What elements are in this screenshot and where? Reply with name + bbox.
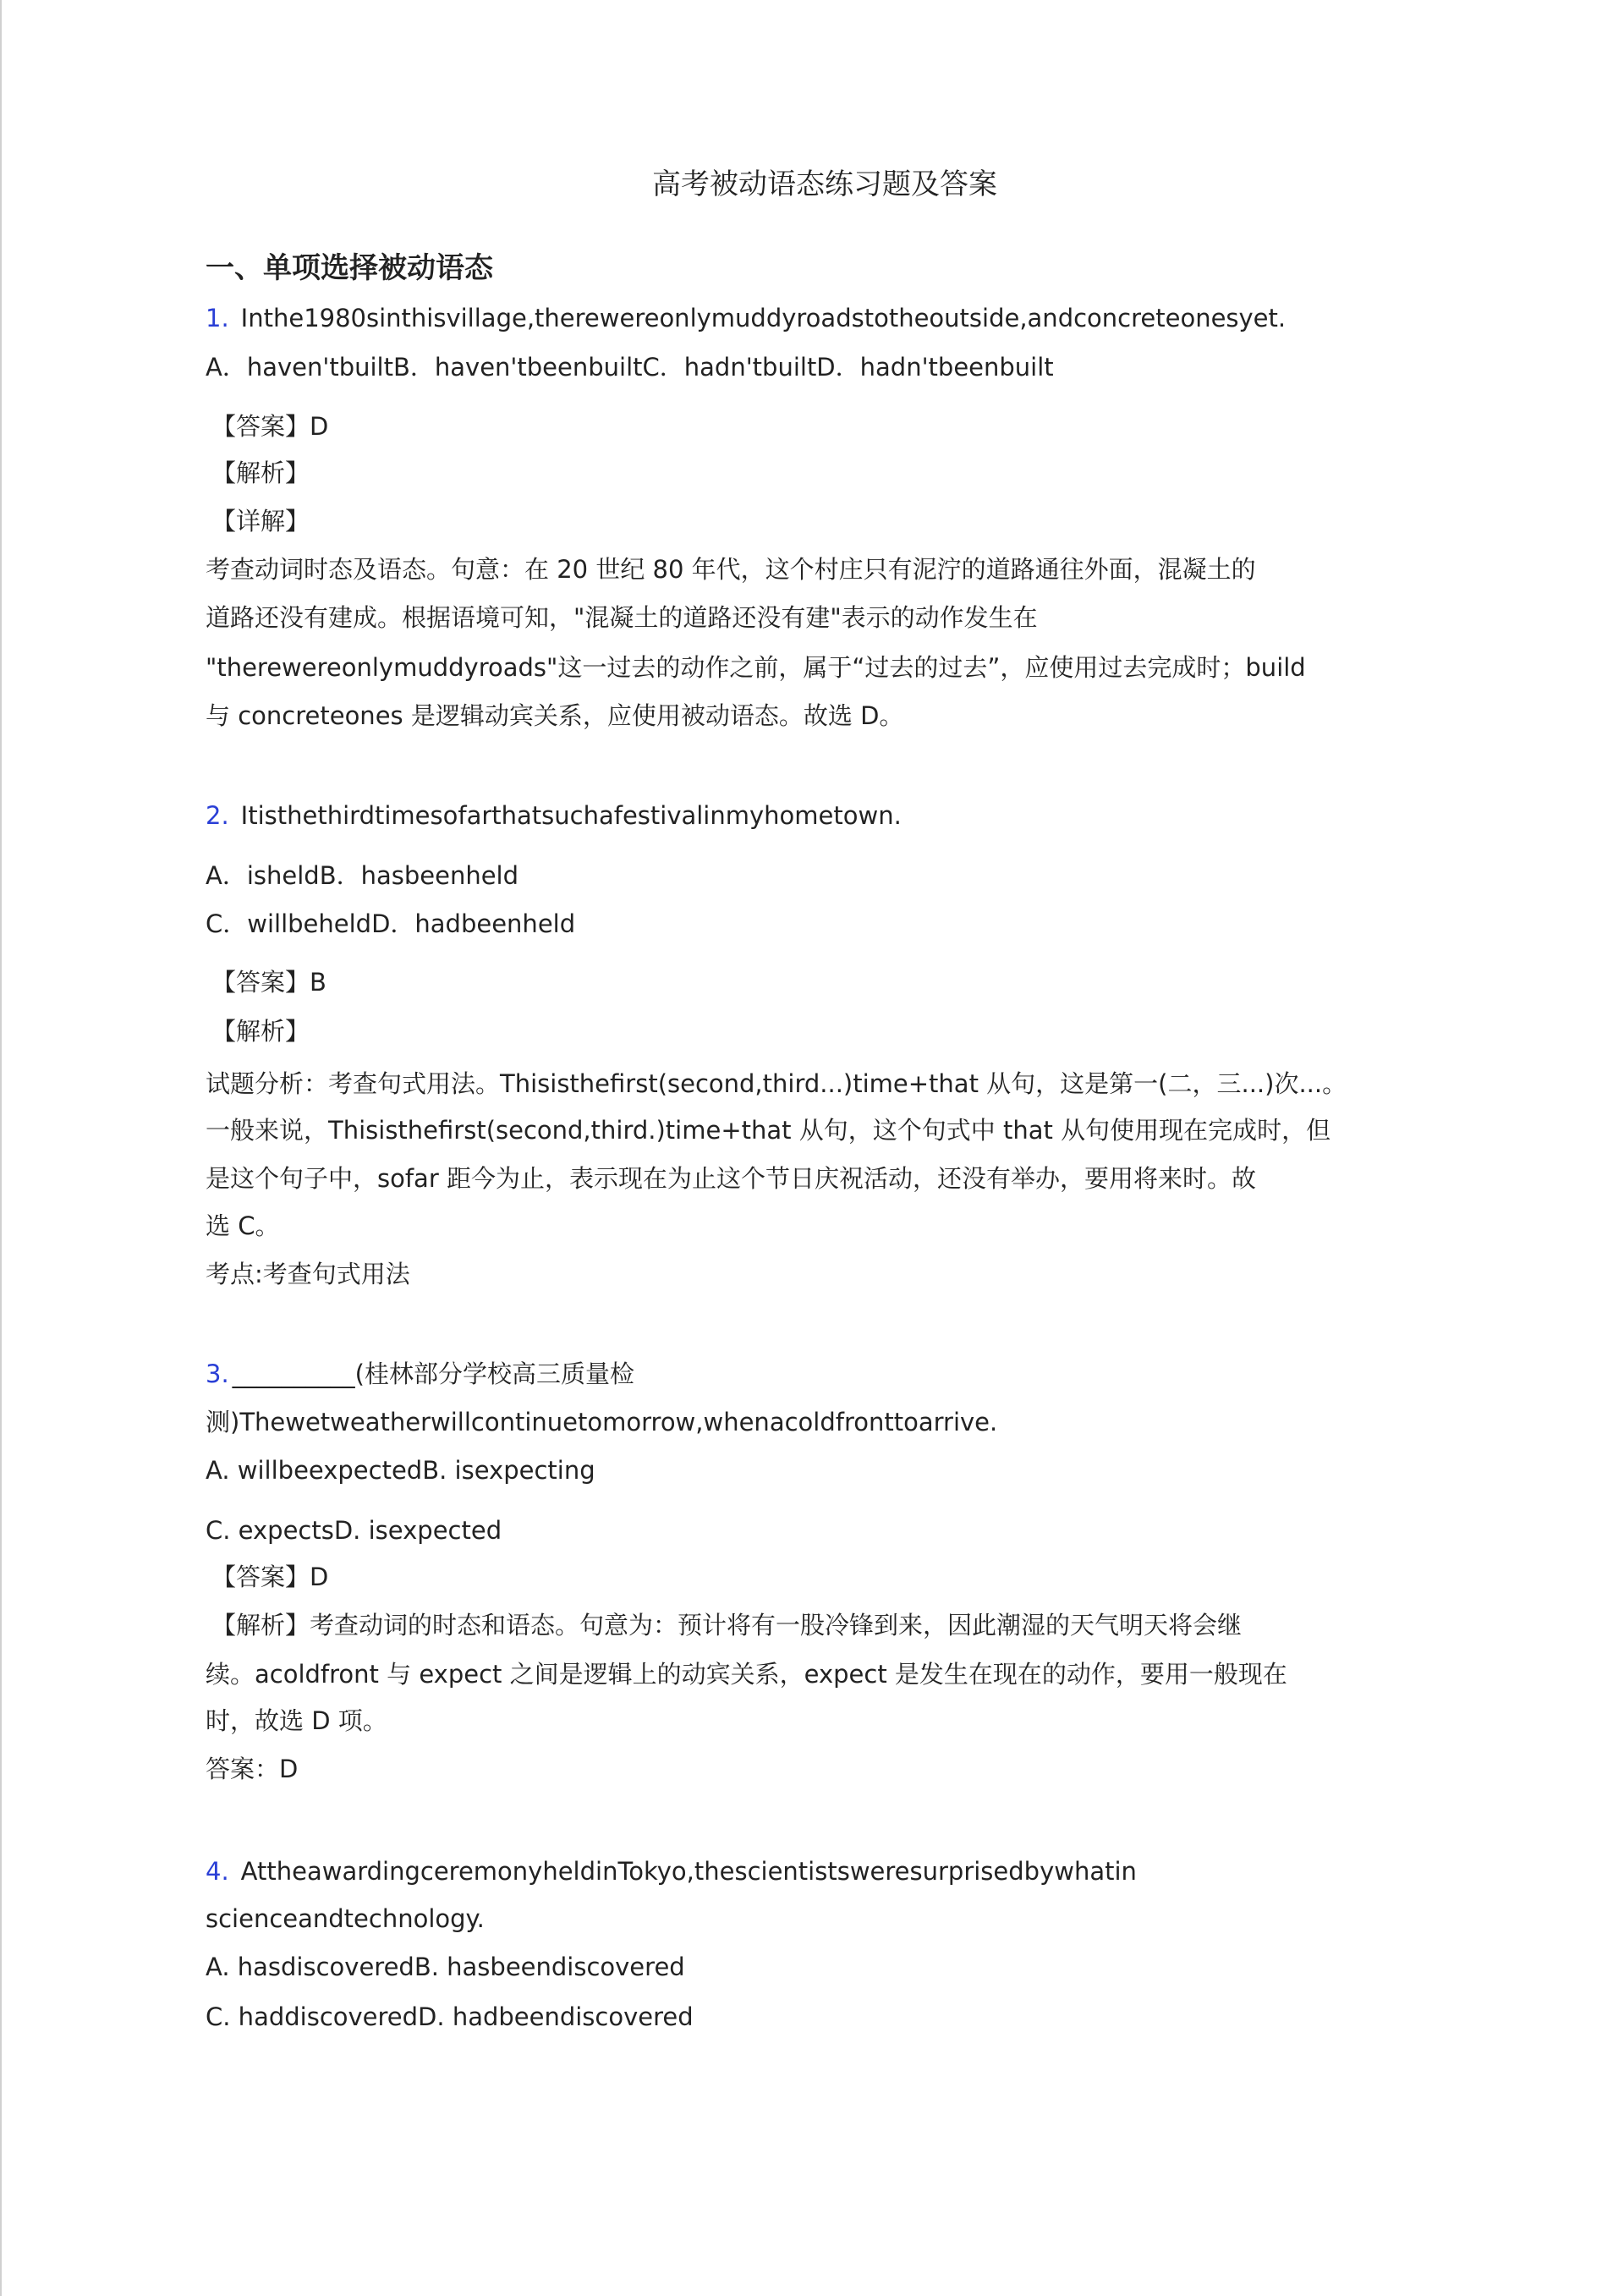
- explanation-line: 是这个句子中，sofar 距今为止，表示现在为止这个节日庆祝活动，还没有举办，要用将来时。故: [206, 1164, 1256, 1193]
- explanation-line: 续。acoldfront 与 expect 之间是逻辑上的动宾关系，expect 是发生在现在的动作，要用一般现在: [206, 1660, 1287, 1689]
- question-4: [206, 1854, 1137, 1888]
- final-answer: 答案：D: [206, 1755, 299, 1783]
- question-stem-line: 测)Thewetweatherwillcontinuetomorrow,whenacoldfronttoarrive.: [206, 1408, 998, 1436]
- document-title: 高考被动语态练习题及答案: [652, 168, 997, 201]
- explanation-line: 试题分析：考查句式用法。Thisisthefirst(second,third...)time+that 从句，这是第一(二，三...)次...。: [206, 1069, 1347, 1098]
- answer: 【答案】D: [211, 412, 329, 441]
- question-stem-line: scienceandtechnology.: [206, 1904, 485, 1933]
- question-options: A. hasdiscoveredB. hasbeendiscovered: [206, 1953, 685, 1981]
- detail-label: 【详解】: [211, 507, 310, 536]
- question-options: A．isheldB．hasbeenheld: [206, 861, 519, 890]
- question-3: [206, 1357, 634, 1391]
- question-number: 4.: [206, 1857, 229, 1886]
- explanation-line: 与 concreteones 是逻辑动宾关系，应使用被动语态。故选 D。: [206, 701, 904, 730]
- explanation-line: 【解析】考查动词的时态和语态。句意为：预计将有一股冷锋到来，因此潮湿的天气明天将会继: [211, 1611, 1243, 1640]
- question-number: 2.: [206, 801, 229, 830]
- key-point: 考点:考查句式用法: [206, 1260, 410, 1288]
- explanation-line: 一般来说，Thisisthefirst(second,third.)time+that 从句，这个句式中 that 从句使用现在完成时，但: [206, 1116, 1331, 1145]
- question-1: [206, 301, 1286, 335]
- question-options: A. willbeexpectedB. isexpecting: [206, 1456, 595, 1485]
- explanation-line: "therewereonlymuddyroads"这一过去的动作之前，属于“过去的过去”，应使用过去完成时；build: [206, 653, 1306, 682]
- question-number: 1.: [206, 304, 229, 332]
- question-number: 3.: [206, 1359, 229, 1388]
- analysis-label: 【解析】: [211, 1017, 310, 1046]
- question-stem: AttheawardingceremonyheldinTokyo,thescientistsweresurprisedbywhatin: [240, 1857, 1137, 1886]
- question-options: C. expectsD. isexpected: [206, 1516, 502, 1545]
- question-stem: Itisthethirdtimesofarthatsuchafestivalinmyhometown.: [240, 801, 902, 830]
- section-heading: 一、单项选择被动语态: [206, 251, 493, 285]
- question-2: [206, 799, 902, 832]
- analysis-label: 【解析】: [211, 459, 310, 487]
- question-options: A．haven'tbuiltB．haven'tbeenbuiltC．hadn'tbuiltD．hadn'tbeenbuilt: [206, 353, 1054, 382]
- page-edge: [0, 0, 2, 2296]
- explanation-line: 考查动词时态及语态。句意：在 20 世纪 80 年代，这个村庄只有泥泞的道路通往外面，混凝土的: [206, 555, 1256, 584]
- question-options: C．willbeheldD．hadbeenheld: [206, 909, 576, 938]
- answer: 【答案】B: [211, 968, 326, 997]
- explanation-line: 选 C。: [206, 1211, 280, 1240]
- answer: 【答案】D: [211, 1563, 329, 1591]
- question-stem: Inthe1980sinthisvillage,therewereonlymuddyroadstotheoutside,andconcreteonesyet.: [240, 304, 1287, 332]
- explanation-line: 时，故选 D 项。: [206, 1706, 387, 1735]
- explanation-line: 道路还没有建成。根据语境可知，"混凝土的道路还没有建"表示的动作发生在: [206, 603, 1038, 632]
- question-options: C. haddiscoveredD. hadbeendiscovered: [206, 2002, 694, 2031]
- question-stem: __________(桂林部分学校高三质量检: [232, 1359, 634, 1388]
